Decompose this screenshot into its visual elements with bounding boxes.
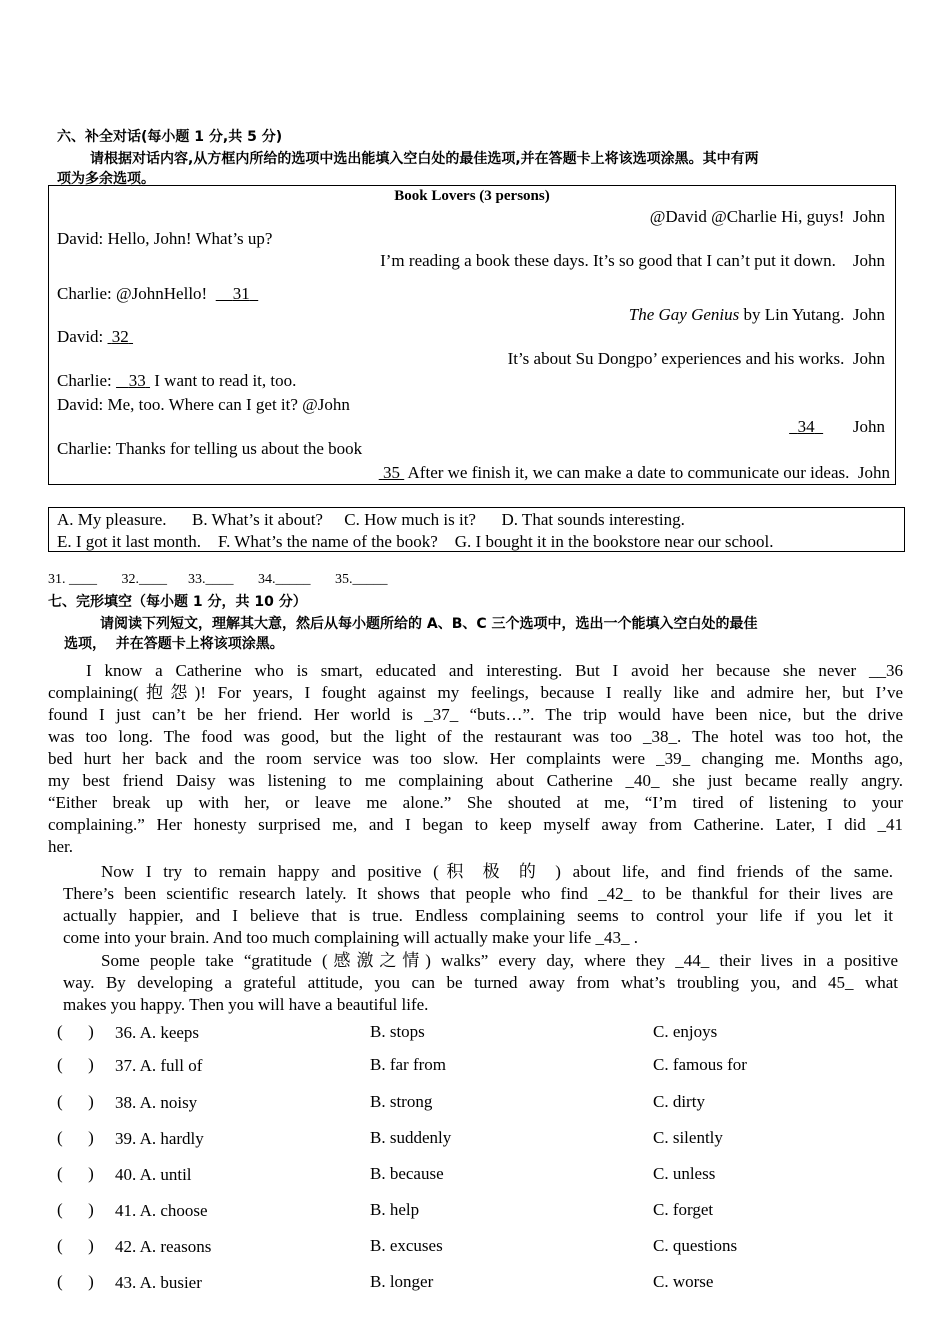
answer-paren[interactable]: ( ) bbox=[57, 1128, 94, 1147]
passage-paragraph-3 bbox=[63, 950, 898, 1016]
question-option-c[interactable]: C. forget bbox=[653, 1200, 714, 1219]
para1-line: bed hurt her back and the room service was too slow. Her complaints were _39_ changing me. Months ago, bbox=[48, 749, 903, 768]
answer-blanks-line: 31. ____ 32.____ 33.____ 34._____ 35._____ bbox=[48, 572, 388, 587]
answer-paren[interactable]: ( ) bbox=[57, 1200, 94, 1219]
answer-paren[interactable]: ( ) bbox=[57, 1164, 94, 1183]
question-option-b[interactable]: B. stops bbox=[370, 1022, 425, 1041]
options-box bbox=[48, 507, 905, 552]
dialog-line-6: David: 32 bbox=[57, 327, 133, 347]
question-option-a[interactable]: 38. A. noisy bbox=[115, 1093, 198, 1112]
section7-instruction-1: 请阅读下列短文，理解其大意，然后从每小题所给的 A、B、C 三个选项中，选出一个能填入空白处的最佳 bbox=[100, 616, 758, 632]
blank-35: 35 bbox=[382, 463, 400, 482]
question-option-c[interactable]: C. silently bbox=[653, 1128, 723, 1147]
para1-line: complaining.” Her honesty surprised me, and I began to keep myself away from Catherine. Later, I did _41 bbox=[48, 815, 903, 834]
answer-paren[interactable]: ( ) bbox=[57, 1092, 94, 1111]
answer-paren[interactable]: ( ) bbox=[57, 1272, 94, 1291]
para2-line: come into your brain. And too much complaining will actually make your life _43_ . bbox=[63, 928, 639, 947]
para3-line: makes you happy. Then you will have a beautiful life. bbox=[63, 995, 429, 1014]
question-option-b[interactable]: B. help bbox=[370, 1200, 420, 1219]
question-option-c[interactable]: C. enjoys bbox=[653, 1022, 718, 1041]
para1-line: found I just can’t be her friend. Her world is _37_ “buts…”. The trip would have been nice, but the drive bbox=[48, 705, 903, 724]
section7-instruction-2: 选项， 并在答题卡上将该项涂黑。 bbox=[64, 636, 284, 652]
dialog-line-11: Charlie: Thanks for telling us about the book bbox=[57, 439, 363, 458]
answer-paren[interactable]: ( ) bbox=[57, 1236, 94, 1255]
para1-line: her. bbox=[48, 837, 74, 856]
question-option-a[interactable]: 37. A. full of bbox=[115, 1056, 203, 1075]
dialog-line-3: I’m reading a book these days. It’s so good that I can’t put it down. John bbox=[380, 251, 885, 270]
para1-line: complaining(抱怨)! For years, I fought against my feelings, because I really like and admire her, but I’ve bbox=[48, 683, 903, 702]
dialog-line-9: David: Me, too. Where can I get it? @John bbox=[57, 395, 350, 414]
dialog-box-title: Book Lovers (3 persons) bbox=[394, 188, 550, 204]
question-option-c[interactable]: C. unless bbox=[653, 1164, 716, 1183]
blank-32: 32 bbox=[111, 327, 129, 346]
dialog-line-5: The Gay Genius by Lin Yutang. John bbox=[628, 305, 885, 324]
dialog-line-7: It’s about Su Dongpo’ experiences and his works. John bbox=[507, 349, 885, 368]
para3-line: Some people take “gratitude (感激之情) walks” every day, where they _44_ their lives in a positive bbox=[101, 951, 898, 970]
question-option-a[interactable]: 41. A. choose bbox=[115, 1201, 208, 1220]
dialog-line-2: David: Hello, John! What’s up? bbox=[57, 229, 273, 248]
options-line-2: E. I got it last month. F. What’s the name of the book? G. I bought it in the bookstore near our school. bbox=[57, 532, 774, 551]
question-option-b[interactable]: B. suddenly bbox=[370, 1128, 452, 1147]
question-option-a[interactable]: 39. A. hardly bbox=[115, 1129, 204, 1148]
passage-paragraph-2 bbox=[63, 861, 893, 949]
blank-31: 31 bbox=[232, 284, 250, 303]
para2-line: actually happier, and I believe that is true. Endless complaining seems to control your life if you let it bbox=[63, 906, 893, 925]
options-line-1: A. My pleasure. B. What’s it about? C. How much is it? D. That sounds interesting. bbox=[57, 510, 685, 529]
question-option-c[interactable]: C. famous for bbox=[653, 1055, 747, 1074]
dialog-line-10: 34 John bbox=[789, 417, 885, 437]
para2-line: Now I try to remain happy and positive (积 极 的 ) about life, and find friends of the same. bbox=[101, 862, 893, 881]
para1-line: was too long. The food was good, but the light of the restaurant was too _38_. The hotel was too hot, the bbox=[48, 727, 903, 746]
para1-line: I know a Catherine who is smart, educated and interesting. But I avoid her because she never __36 bbox=[86, 661, 903, 680]
para3-line: way. By developing a grateful attitude, you can be turned away from what’s troubling you, and 45_ what bbox=[63, 973, 898, 992]
section6-title: 六、补全对话(每小题 1 分,共 5 分) bbox=[57, 129, 283, 145]
question-option-b[interactable]: B. far from bbox=[370, 1055, 447, 1074]
dialog-line-12: 35 After we finish it, we can make a date to communicate our ideas. John bbox=[379, 463, 890, 483]
dialog-line-1: @David @Charlie Hi, guys! John bbox=[649, 207, 885, 226]
question-option-b[interactable]: B. excuses bbox=[370, 1236, 443, 1255]
blank-34: 34 bbox=[797, 417, 815, 436]
question-option-c[interactable]: C. questions bbox=[653, 1236, 738, 1255]
dialog-line-8: Charlie: 33 I want to read it, too. bbox=[57, 371, 297, 390]
question-option-a[interactable]: 40. A. until bbox=[115, 1165, 192, 1184]
question-option-a[interactable]: 43. A. busier bbox=[115, 1273, 202, 1292]
question-option-c[interactable]: C. dirty bbox=[653, 1092, 705, 1111]
para2-line: There’s been scientific research lately. It shows that people who find _42_ to be thankful for their lives are bbox=[63, 884, 893, 903]
answer-paren[interactable]: ( ) bbox=[57, 1022, 94, 1041]
section7-title: 七、完形填空（每小题 1 分，共 10 分） bbox=[48, 594, 307, 610]
para1-line: my best friend Daisy was listening to me complaining about Catherine _40_ she just became really angry. bbox=[48, 771, 903, 790]
answer-paren[interactable]: ( ) bbox=[57, 1055, 94, 1074]
question-option-b[interactable]: B. strong bbox=[370, 1092, 433, 1111]
question-option-a[interactable]: 42. A. reasons bbox=[115, 1237, 212, 1256]
section6-instruction-2: 项为多余选项。 bbox=[57, 171, 155, 187]
question-option-b[interactable]: B. because bbox=[370, 1164, 444, 1183]
dialog-box bbox=[48, 185, 896, 485]
blank-33: 33 bbox=[128, 371, 146, 390]
question-option-b[interactable]: B. longer bbox=[370, 1272, 434, 1291]
passage-paragraph-1 bbox=[48, 660, 903, 858]
question-option-a[interactable]: 36. A. keeps bbox=[115, 1023, 200, 1042]
section6-instruction-1: 请根据对话内容,从方框内所给的选项中选出能填入空白处的最佳选项,并在答题卡上将该选项涂黑。其中有两 bbox=[90, 151, 759, 167]
dialog-line-4: Charlie: @JohnHello! 31 bbox=[57, 284, 258, 304]
para1-line: “Either break up with her, or leave me alone.” She shouted at me, “I’m tired of listening to your bbox=[48, 793, 903, 812]
question-option-c[interactable]: C. worse bbox=[653, 1272, 714, 1291]
